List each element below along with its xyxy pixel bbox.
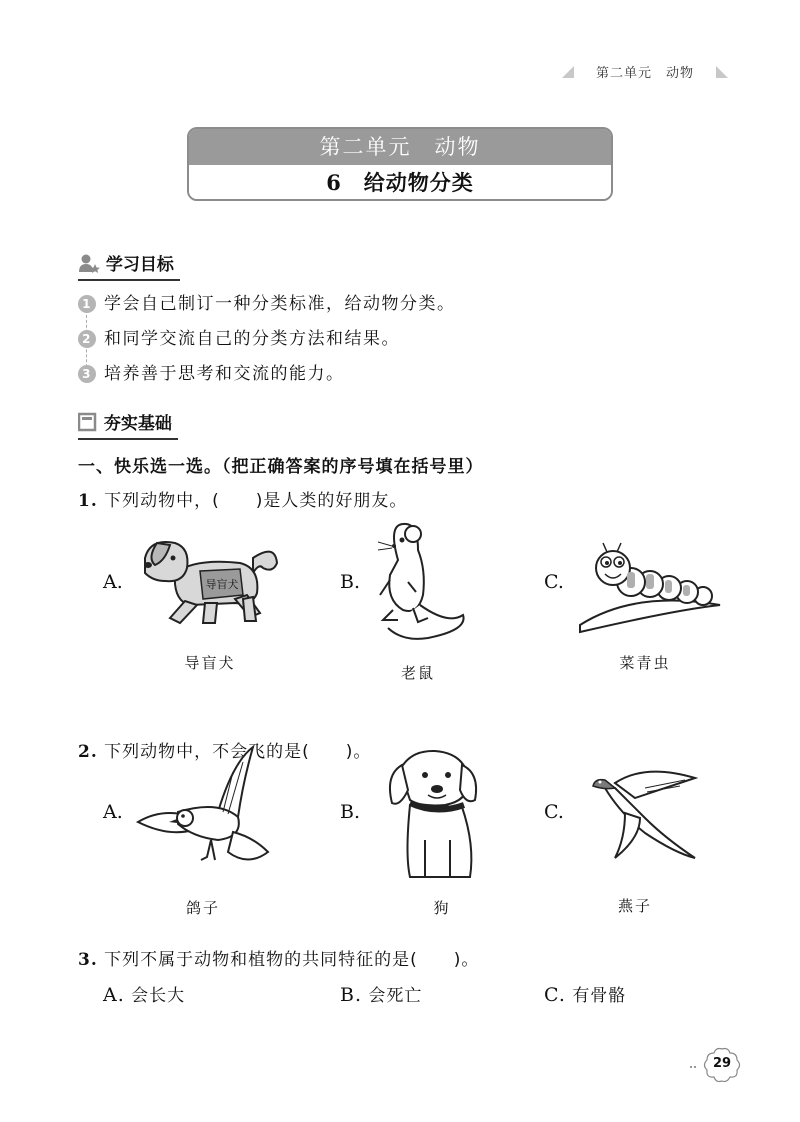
goal-text: 学会自己制订一种分类标准，给动物分类。: [104, 294, 456, 314]
triangle-left-icon: [562, 66, 574, 78]
option-text: 有骨骼: [572, 986, 627, 1006]
option-caption: 导盲犬: [184, 654, 236, 672]
option-text: 会死亡: [368, 986, 423, 1006]
question-text: 下列动物中，不会飞的是( )。: [104, 742, 372, 762]
option-letter: B.: [340, 984, 363, 1006]
option-caption: 老鼠: [400, 664, 435, 682]
q3-option-a: [103, 981, 185, 1006]
rat-image: [368, 520, 473, 645]
q3-option-c: [544, 981, 626, 1006]
page-dots: [690, 1066, 696, 1070]
option-text: 会长大: [131, 986, 186, 1006]
goals-heading: 学习目标: [105, 255, 174, 275]
question-text: 下列动物中，( )是人类的好朋友。: [104, 491, 408, 511]
option-letter: C.: [544, 571, 564, 593]
question-text: 下列不属于动物和植物的共同特征的是( )。: [104, 950, 480, 970]
option-letter: A.: [103, 571, 123, 593]
running-header: [562, 62, 732, 82]
basics-heading-row: [78, 409, 172, 434]
option-caption: 菜青虫: [619, 654, 671, 672]
triangle-right-icon: [716, 66, 728, 78]
unit-title: 第二单元 动物: [189, 129, 611, 165]
question-1: [78, 486, 407, 511]
person-star-icon: [78, 253, 100, 273]
part1-heading: 一、快乐选一选。（把正确答案的序号填在括号里）: [78, 457, 484, 477]
swallow-image: [585, 758, 700, 863]
page-number-badge: [702, 1045, 742, 1085]
option-caption: 燕子: [617, 897, 652, 915]
dog-image: [380, 745, 490, 885]
book-icon: [78, 412, 98, 432]
option-letter: C.: [544, 984, 566, 1006]
basics-heading: 夯实基础: [103, 414, 172, 434]
page-number: 29: [712, 1056, 732, 1071]
option-letter: B.: [340, 801, 361, 823]
option-caption: 狗: [433, 899, 451, 917]
goals-heading-underline: [78, 279, 180, 281]
goal-number: 2: [78, 330, 96, 348]
guide-dog-image: [135, 533, 285, 628]
option-caption: 鸽子: [185, 899, 220, 917]
running-header-text: 第二单元 动物: [596, 66, 695, 81]
goal-number: 1: [78, 295, 96, 313]
goal-text: 培养善于思考和交流的能力。: [104, 364, 345, 384]
question-number: 1.: [78, 491, 98, 511]
question-number: 2.: [78, 742, 98, 762]
vest-text: 导盲犬: [205, 578, 239, 591]
basics-heading-underline: [78, 438, 178, 440]
pigeon-image: [133, 742, 273, 882]
lesson-title: 6 给动物分类: [189, 165, 611, 201]
goal-text: 和同学交流自己的分类方法和结果。: [104, 329, 400, 349]
goal-number: 3: [78, 365, 96, 383]
option-letter: A.: [103, 801, 123, 823]
question-number: 3.: [78, 950, 98, 970]
lesson-title-box: [187, 127, 613, 201]
goals-heading-row: [78, 250, 174, 275]
goal-item: [78, 289, 456, 314]
goal-item: [78, 359, 345, 384]
option-letter: B.: [340, 571, 361, 593]
goal-item: [78, 324, 400, 349]
question-3: [78, 945, 479, 970]
option-letter: A.: [103, 984, 125, 1006]
q3-option-b: [340, 981, 422, 1006]
caterpillar-image: [575, 540, 725, 635]
option-letter: C.: [544, 801, 564, 823]
